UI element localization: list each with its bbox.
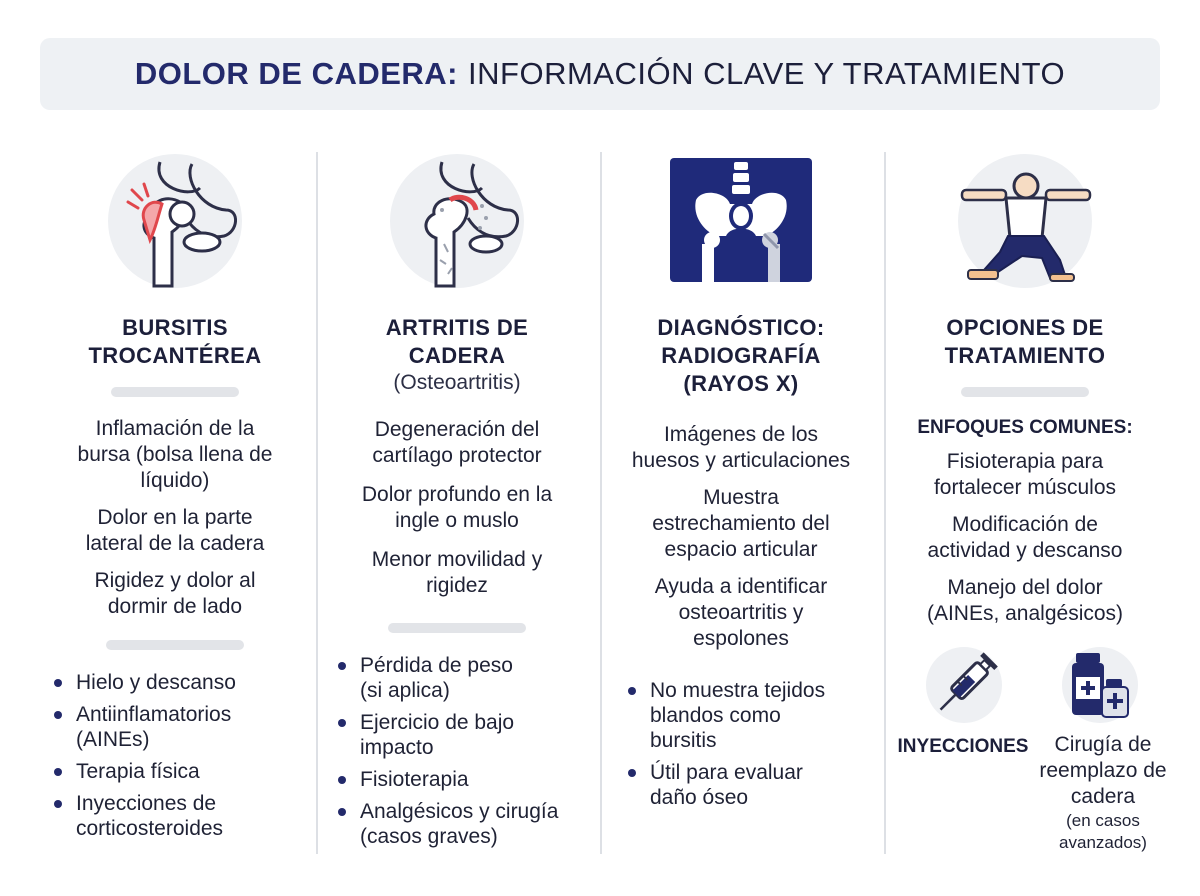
column-tratamiento: [890, 148, 1160, 627]
notes-list: [606, 678, 876, 810]
column-divider: [600, 152, 602, 854]
surgery-label: Cirugía de reemplazo de cadera (en casos avanzados): [1036, 732, 1170, 854]
section-heading: ARTRITIS DE CADERA: [385, 315, 529, 368]
hip-arthritis-icon: [382, 148, 532, 288]
separator-pill: [961, 387, 1089, 397]
section-heading: OPCIONES DE TRATAMIENTO: [944, 315, 1106, 368]
syringe-icon: [924, 645, 1008, 729]
list-item: Analgésicos y cirugía (casos graves): [334, 799, 592, 849]
description-paragraph: Manejo del dolor (AINEs, analgésicos): [926, 576, 1124, 625]
column-divider: [884, 152, 886, 854]
surgery-note: (en casos avanzados): [1059, 811, 1147, 852]
medicine-bottles-icon: [1058, 645, 1142, 729]
section-heading: DIAGNÓSTICO: RADIOGRAFÍA (RAYOS X): [657, 315, 825, 396]
list-item: Pérdida de peso (si aplica): [334, 653, 592, 703]
list-item: No muestra tejidos blandos como bursitis: [624, 678, 876, 753]
description-paragraph: Fisioterapia para fortalecer músculos: [933, 450, 1117, 499]
description-paragraph: Menor movilidad y rigidez: [371, 548, 543, 597]
description-paragraph: Modificación de actividad y descanso: [927, 513, 1123, 562]
title-banner: [40, 38, 1160, 110]
description-paragraph: Dolor en la parte lateral de la cadera: [85, 506, 265, 555]
title-light: INFORMACIÓN CLAVE Y TRATAMIENTO: [468, 56, 1066, 91]
list-item: Terapia física: [50, 759, 310, 784]
description-paragraph: Degeneración del cartílago protector: [372, 418, 542, 467]
column-diagnostico: [606, 148, 876, 817]
description-paragraph: Inflamación de la bursa (bolsa llena de líquido): [77, 417, 273, 492]
section-subheading: (Osteoartritis): [393, 371, 521, 394]
pelvis-xray-icon: [666, 148, 816, 288]
description-paragraph: Imágenes de los huesos y articulaciones: [631, 423, 851, 472]
separator-pill: [111, 387, 239, 397]
list-item: Inyecciones de corticosteroides: [50, 791, 310, 841]
approaches-label: ENFOQUES COMUNES:: [917, 417, 1133, 438]
description-paragraph: Rigidez y dolor al dormir de lado: [94, 569, 256, 618]
exercise-person-icon: [950, 148, 1100, 288]
column-arthritis: [322, 148, 592, 856]
list-item: Útil para evaluar daño óseo: [624, 760, 876, 810]
column-divider: [316, 152, 318, 854]
separator-pill: [388, 623, 526, 633]
description-paragraph: Ayuda a identificar osteoartritis y espolones: [654, 575, 828, 650]
description-paragraph: Muestra estrechamiento del espacio articular: [652, 486, 830, 561]
treatment-list: [40, 670, 310, 841]
list-item: Hielo y descanso: [50, 670, 310, 695]
hip-bursitis-icon: [100, 148, 250, 288]
treatment-list: [322, 653, 592, 849]
column-bursitis: [40, 148, 310, 848]
list-item: Ejercicio de bajo impacto: [334, 710, 592, 760]
list-item: Fisioterapia: [334, 767, 592, 792]
section-heading: BURSITIS TROCANTÉREA: [88, 315, 262, 368]
description-paragraph: Dolor profundo en la ingle o muslo: [361, 483, 553, 532]
separator-pill: [106, 640, 244, 650]
list-item: Antiinflamatorios (AINEs): [50, 702, 310, 752]
title-strong: DOLOR DE CADERA:: [134, 56, 459, 91]
injections-label: INYECCIONES: [897, 736, 1029, 757]
